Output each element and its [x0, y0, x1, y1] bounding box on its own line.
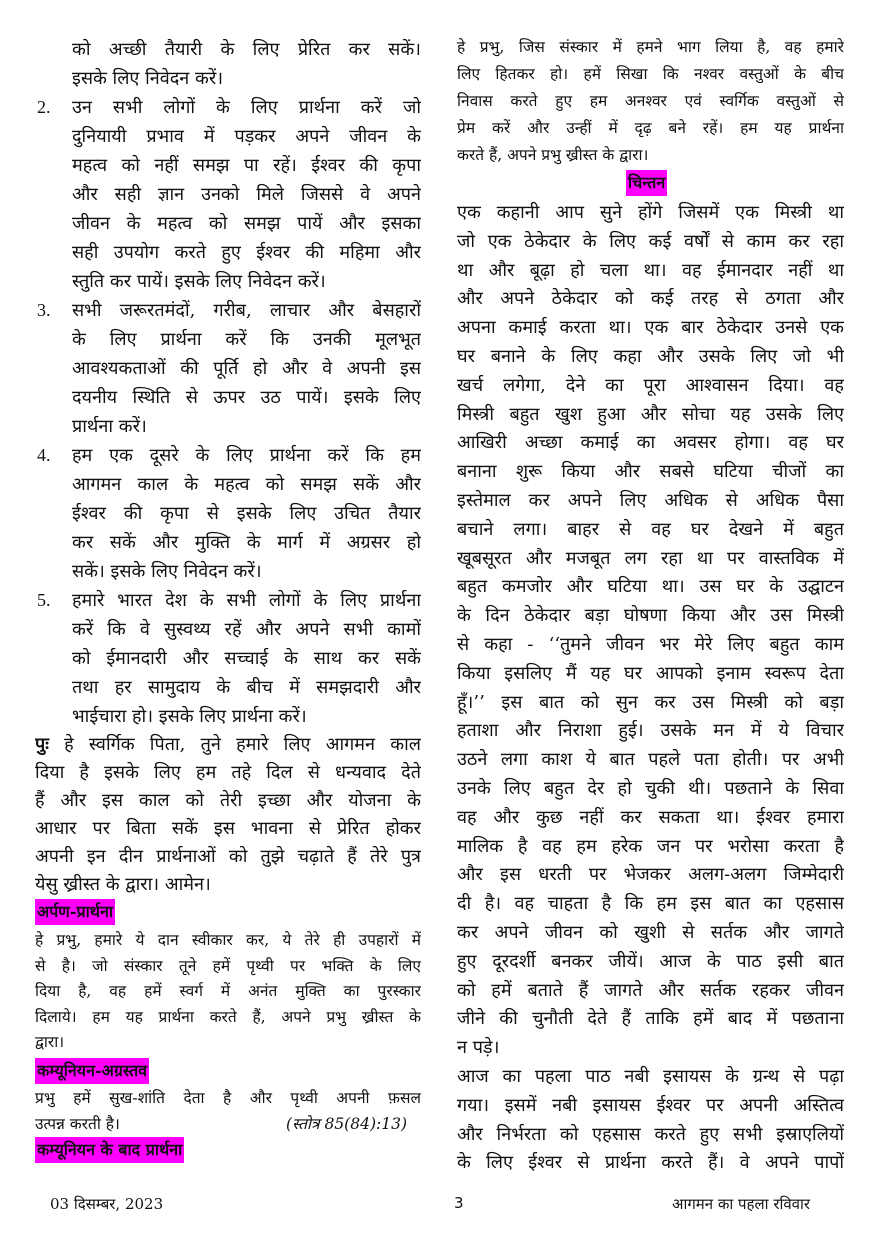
- text-line: दिलाये। हम यह प्रार्थना करते हैं, अपने प्रभु ख्रीस्त के: [35, 1007, 421, 1026]
- text-line: एक कहानी आप सुने होंगे जिसमें एक मिस्त्री था: [457, 202, 844, 223]
- text-line: आज का पहला पाठ नबी इसायस के ग्रन्थ से पढ़ा: [457, 1065, 844, 1087]
- text-line: हताशा और निराशा हुई। उसके मन में ये विचार: [457, 720, 844, 742]
- text-line: मालिक है वह हम हरेक जन पर भरोसा करता है: [457, 835, 844, 857]
- text-line: खूबसूरत और मजबूत लग रहा था पर वास्तविक में: [457, 547, 844, 569]
- text-line: को हमें बताते हैं जागते और सर्तक रहकर जीवन: [457, 979, 844, 1001]
- text-line: प्रार्थना करें।: [72, 416, 147, 437]
- text-line: हुए दूरदर्शी बनकर जीयें। आज के पाठ इसी बात: [457, 950, 844, 972]
- intercession-item: [37, 441, 421, 586]
- text-line: हम एक दूसरे के लिए प्रार्थना करें कि हम: [72, 445, 421, 466]
- text-line: बचाने लगा। बाहर से वह घर देखने में बहुत: [457, 518, 844, 540]
- text-line: सभी जरूरतमंदों, गरीब, लाचार और बेसहारों: [72, 300, 421, 321]
- text-span: हे स्वर्गिक पिता, तुने हमारे लिए आगमन काल: [64, 734, 421, 755]
- text-line: आखिरी अच्छा कमाई का अवसर होगा। वह घर: [457, 432, 844, 454]
- text-line: सही उपयोग करते हुए ईश्वर की महिमा और: [72, 242, 421, 263]
- text-line: खर्च लगेगा, देने का पूरा आश्वासन दिया। वह: [457, 374, 844, 396]
- reflection-text: [457, 199, 844, 1178]
- text-line: महत्व को नहीं समझ पा रहें। ईश्वर की कृपा: [72, 155, 421, 176]
- text-line: और अपने ठेकेदार को कई तरह से ठगता और: [457, 288, 844, 310]
- offertory-prayer: [35, 928, 421, 1056]
- text-line: को अच्छी तैयारी के लिए प्रेरित कर सकें।: [72, 39, 421, 60]
- intercession-item: [37, 296, 421, 441]
- text-line: उन सभी लोगों के लिए प्रार्थना करें जो: [72, 97, 421, 118]
- text-line: कर सकें और मुक्ति के मार्ग में अग्रसर हो: [72, 532, 421, 553]
- text-line: दिया है इसके लिए हम तहे दिल से धन्यवाद देते: [35, 762, 421, 783]
- communion-antiphon-heading: कम्यूनियन-अग्रस्तव: [35, 1058, 149, 1084]
- text-line: उत्पन्न करती है।: [35, 1114, 120, 1133]
- text-line: बहुत कमजोर और घटिया था। उस घर के उद्घाटन: [457, 576, 844, 598]
- page-number: 3: [454, 1194, 464, 1212]
- text-line: दुनियायी प्रभाव में पड़कर अपने जीवन के: [72, 126, 421, 147]
- text-line: हे प्रभु, हमारे ये दान स्वीकार कर, ये तेरे ही उपहारों में: [35, 931, 421, 949]
- text-line: करें कि वे सुस्वथ्य रहें और अपने सभी कामों: [72, 619, 421, 640]
- text-line: [35, 731, 421, 759]
- footer-title: आगमन का पहला रविवार: [672, 1195, 811, 1213]
- text-line: मिस्त्री बहुत खुश हुआ और सोचा यह उसके लिए: [457, 403, 844, 425]
- item-number: 2.: [37, 97, 51, 117]
- text-line: और निर्भरता को एहसास करते हुए सभी इस्राएलियों: [457, 1123, 844, 1145]
- text-line: स्तुति कर पायें। इसके लिए निवेदन करें।: [72, 271, 326, 292]
- post-communion-heading: कम्यूनियन के बाद प्रार्थना: [35, 1137, 184, 1163]
- text-line: वह और कुछ नहीं कर सकता था। ईश्वर हमारा: [457, 806, 844, 828]
- intercession-item: [37, 35, 421, 93]
- reflection-heading: चिन्तन: [626, 170, 667, 196]
- text-line: न पड़े।: [457, 1037, 500, 1059]
- text-line: और सही ज्ञान उनको मिले जिससे वे अपने: [72, 184, 421, 205]
- text-line: हमारे भारत देश के सभी लोगों के लिए प्रार्थना: [72, 590, 421, 611]
- intercession-item: [37, 586, 421, 731]
- text-line: प्रभु हमें सुख-शांति देता है और पृथ्वी अपनी फ़सल: [35, 1089, 421, 1107]
- footer-date: 03 दिसम्बर, 2023: [50, 1195, 164, 1213]
- text-line: दयनीय स्थिति से ऊपर उठ पायें। इसके लिए: [72, 387, 421, 408]
- text-line: उठने लगा काश ये बात पहले पता होती। पर अभी: [457, 749, 844, 771]
- offertory-heading: अर्पण-प्रार्थना: [35, 899, 115, 925]
- text-line: को ईमानदारी और सच्चाई के साथ कर सकें: [72, 648, 421, 669]
- text-line: के लिए ईश्वर से प्रार्थना करते हैं। वे अपने पापों: [457, 1152, 844, 1174]
- text-line: बनाना शुरू किया और सबसे घटिया चीजों का: [457, 461, 844, 483]
- text-line: येसु ख्रीस्त के द्वारा। आमेन।: [35, 874, 211, 895]
- text-line: था और बूढ़ा हो चला था। वह ईमानदार नहीं था: [457, 259, 844, 281]
- text-line: निवास करते हुए हम अनश्वर एवं स्वर्गिक वस्तुओं से: [457, 92, 844, 110]
- text-line: प्रेम करें और उन्हीं में दृढ़ बने रहें। हम यह प्रार्थना: [457, 119, 844, 137]
- text-line: ईश्वर की कृपा से इसके लिए उचित तैयार: [72, 503, 421, 524]
- post-communion-prayer: [457, 34, 844, 169]
- text-line: कर अपने जीवन को खुशी से सर्तक और जागते: [457, 921, 844, 943]
- text-line: जीवन के महत्व को समझ पायें और इसका: [72, 213, 421, 234]
- text-line: आधार पर बिता सकें इस भावना से प्रेरित होकर: [35, 818, 421, 839]
- text-line: भाईचारा हो। इसके लिए प्रार्थना करें।: [72, 706, 307, 727]
- text-line: गया। इसमें नबी इसायस ईश्वर पर अपनी अस्तित्व: [457, 1094, 844, 1116]
- item-number: 4.: [37, 445, 51, 465]
- text-line: दिया है, वह हमें स्वर्ग में अनंत मुक्ति का पुरस्कार: [35, 982, 421, 1000]
- intercession-item: [37, 93, 421, 296]
- text-line: तथा हर सामुदाय के बीच में समझदारी और: [72, 677, 421, 698]
- item-number: 5.: [37, 590, 51, 610]
- text-line: दी है। वह चाहता है कि हम इस बात का एहसास: [457, 893, 844, 915]
- text-line: इसके लिए निवेदन करें।: [72, 68, 224, 89]
- text-line: के दिन ठेकेदार बड़ा घोषणा किया और उस मिस्त्री: [457, 605, 844, 627]
- text-line: से है। जो संस्कार तूने हमें पृथ्वी पर भक्ति के लिए: [35, 956, 421, 975]
- text-line: अपना कमाई करता था। एक बार ठेकेदार उनसे एक: [457, 317, 844, 339]
- priest-label: पुः: [35, 734, 49, 755]
- text-line: जो एक ठेकेदार के लिए कई वर्षों से काम कर रहा: [457, 230, 844, 252]
- text-line: से कहा - ‘‘तुमने जीवन भर मेरे लिए बहुत काम: [457, 633, 844, 655]
- text-line: आवश्यकताओं की पूर्ति हो और वे अपनी इस: [72, 358, 421, 379]
- text-line: अपनी इन दीन प्रार्थनाओं को तुझे चढ़ाते हैं तेरे पुत्र: [35, 846, 421, 867]
- text-line: घर बनाने के लिए कहा और उसके लिए जो भी: [457, 345, 844, 367]
- text-line: हे प्रभु, जिस संस्कार में हमने भाग लिया है, वह हमारे: [457, 38, 844, 56]
- text-line: हैं और इस काल को तेरी इच्छा और योजना के: [35, 790, 421, 811]
- text-line: आगमन काल के महत्व को समझ सकें और: [72, 474, 421, 495]
- priest-prayer: [35, 731, 421, 899]
- text-line: सकें। इसके लिए निवेदन करें।: [72, 561, 262, 582]
- communion-antiphon: [35, 1086, 421, 1137]
- text-line: द्वारा।: [35, 1033, 65, 1051]
- text-line: लिए हितकर हो। हमें सिखा कि नश्वर वस्तुओं के बीच: [457, 65, 844, 83]
- text-line: और इस धरती पर भेजकर अलग-अलग जिम्मेदारी: [457, 864, 844, 886]
- text-line: किया इसलिए मैं यह घर आपको इनाम स्वरूप देता: [457, 662, 844, 684]
- text-line: के लिए प्रार्थना करें कि उनकी मूलभूत: [72, 329, 421, 350]
- text-line: उनके लिए बहुत देर हो चुकी थी। पछताने के सिवा: [457, 777, 844, 799]
- item-number: 3.: [37, 300, 51, 320]
- scripture-citation: (स्तोत्र 85(84):13): [286, 1114, 407, 1133]
- text-line: जीने की चुनौती देते हैं ताकि हमें बाद में पछताना: [457, 1008, 844, 1030]
- text-line: करते हैं, अपने प्रभु ख्रीस्त के द्वारा।: [457, 146, 649, 164]
- text-line: इस्तेमाल कर अपने लिए अधिक से अधिक पैसा: [457, 489, 844, 511]
- intercessions-list: [37, 35, 421, 731]
- text-line: हूँ।’’ इस बात को सुन कर उस मिस्त्री को बड़ा: [457, 691, 844, 713]
